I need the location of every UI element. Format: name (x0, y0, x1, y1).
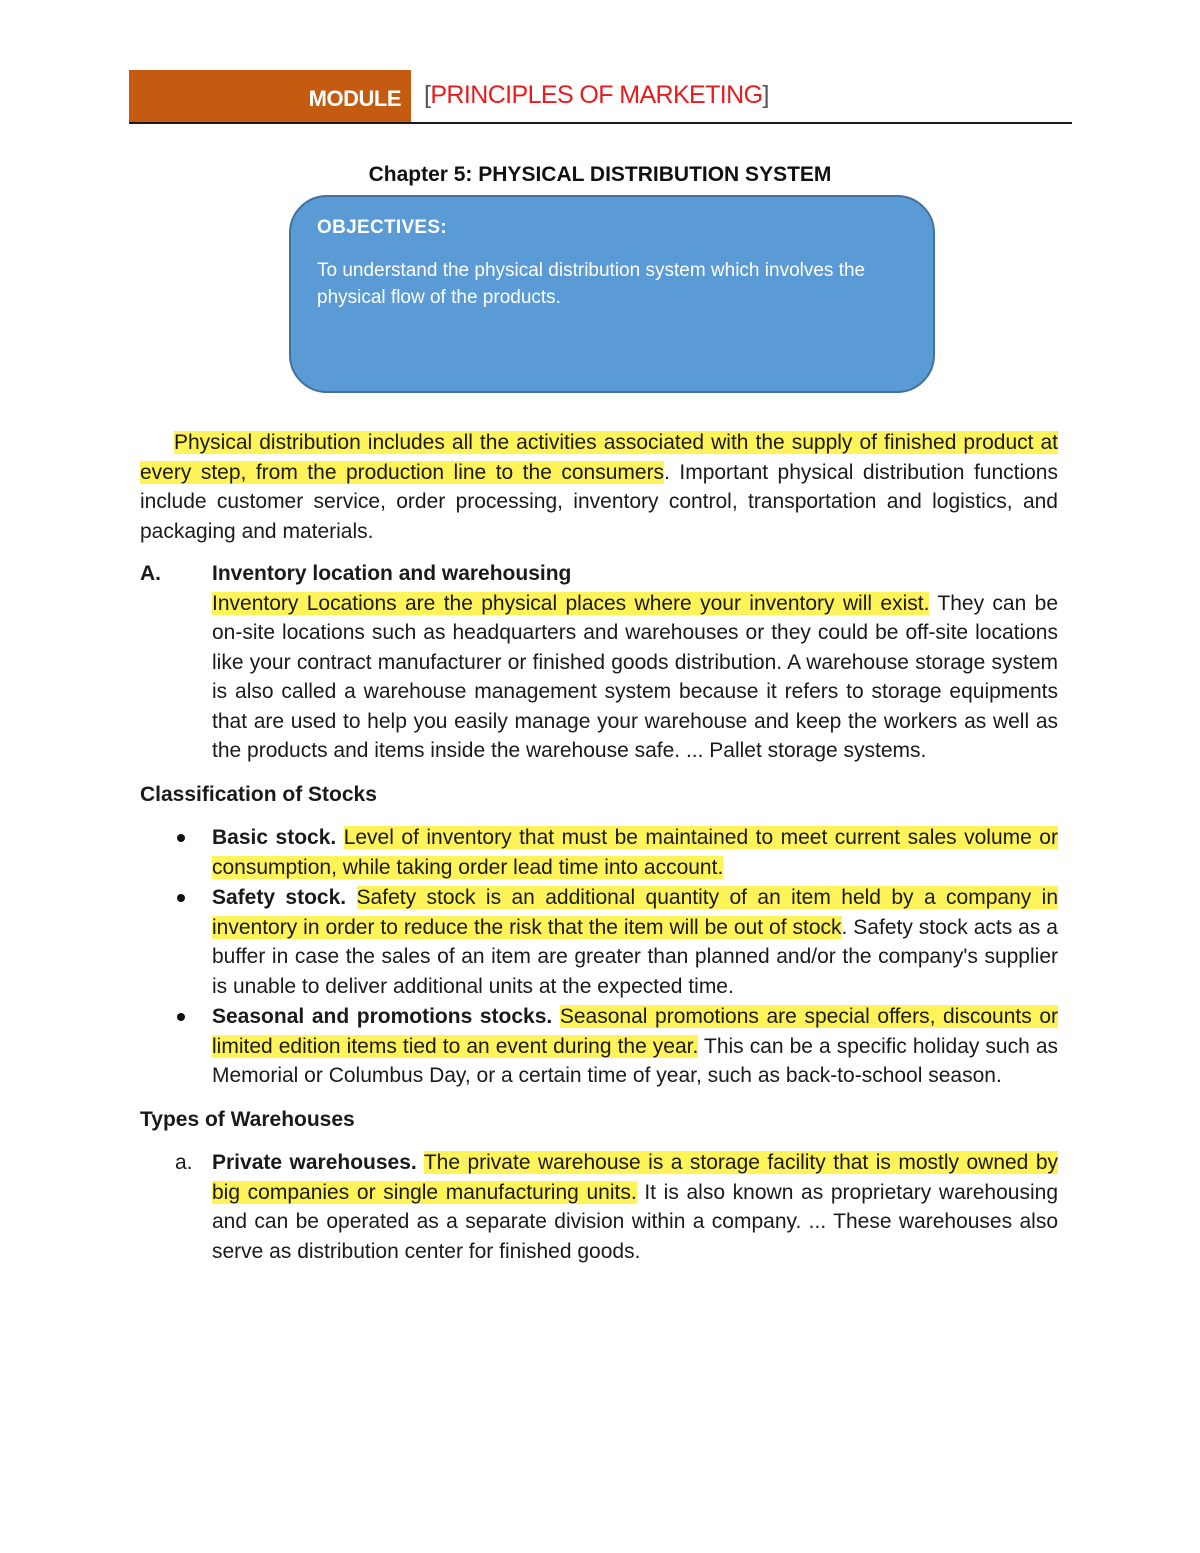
document-body (140, 428, 1058, 1266)
objectives-box (289, 195, 935, 393)
list-item (140, 883, 1058, 1001)
bullet-icon (177, 894, 185, 902)
module-label: MODULE (308, 86, 401, 111)
stock-highlight: Level of inventory that must be maintained to meet current sales volume or consumption, while taking order lead time into account. (212, 826, 1058, 879)
stock-term: Safety stock. (212, 886, 347, 909)
intro-paragraph (140, 428, 1058, 546)
module-title (424, 81, 769, 110)
warehouses-heading: Types of Warehouses (140, 1107, 355, 1131)
warehouses-list (140, 1148, 1058, 1266)
warehouse-rest: It is also known as proprietary warehousing and can be operated as a separate division within a company. ... These warehouses also serve as distribution center for finished goods. (212, 1180, 1058, 1263)
bullet-icon (177, 1013, 185, 1021)
list-marker: a. (175, 1151, 193, 1174)
list-item (140, 1002, 1058, 1091)
list-item (140, 823, 1058, 882)
stock-term: Basic stock. (212, 826, 337, 849)
section-letter: A. (140, 562, 161, 585)
warehouse-term: Private warehouses. (212, 1151, 417, 1174)
chapter-title: Chapter 5: PHYSICAL DISTRIBUTION SYSTEM (368, 163, 832, 186)
intro-rest: . Important physical distribution functions include customer service, order processing, inventory control, transportation and logistics, and packaging and materials. (140, 460, 1058, 543)
section-inventory-heading (140, 559, 1058, 589)
stock-rest: This can be a specific holiday such as Memorial or Columbus Day, or a certain time of year, such as back-to-school season. (212, 1034, 1058, 1087)
section-inventory-paragraph (212, 589, 1058, 766)
objectives-heading: OBJECTIVES: (317, 217, 447, 238)
stock-highlight: Seasonal promotions are special offers, discounts or limited edition items tied to an event during the year. (212, 1005, 1058, 1058)
stock-rest: . Safety stock acts as a buffer in case the sales of an item are greater than planned and/or the company's supplier is unable to deliver additional units at the expected time. (212, 915, 1058, 998)
intro-highlight: Physical distribution includes all the activities associated with the supply of finished product at every step, from the production line to the consumers (140, 431, 1058, 484)
bullet-icon (177, 834, 185, 842)
section-inventory-rest: They can be on-site locations such as headquarters and warehouses or they could be off-site locations like your contract manufacturer or finished goods distribution. A warehouse storage system is also called a warehouse management system because it refers to storage equipments that are used to help you easily manage your warehouse and keep the workers as well as the products and items inside the warehouse safe. ... Pallet storage systems. (212, 591, 1059, 762)
warehouse-highlight: The private warehouse is a storage facility that is mostly owned by big companies or single manufacturing units. (212, 1151, 1058, 1204)
section-inventory (140, 559, 1058, 766)
title-open-bracket: [ (424, 81, 431, 109)
stock-term: Seasonal and promotions stocks. (212, 1005, 553, 1028)
header-rule (129, 122, 1072, 124)
section-inventory-highlight: Inventory Locations are the physical places where your inventory will exist. (212, 591, 930, 615)
classification-list (140, 823, 1058, 1091)
module-tab (129, 70, 411, 123)
stock-highlight: Safety stock is an additional quantity of an item held by a company in inventory in order to reduce the risk that the item will be out of stock (212, 886, 1058, 939)
list-item (140, 1148, 1058, 1266)
section-heading-text: Inventory location and warehousing (212, 562, 572, 585)
classification-heading: Classification of Stocks (140, 782, 377, 806)
objectives-text: To understand the physical distribution system which involves the physical flow of the products. (317, 260, 866, 308)
title-text: PRINCIPLES OF MARKETING (430, 81, 763, 109)
module-header (129, 70, 1072, 126)
title-close-bracket: ] (762, 81, 769, 109)
